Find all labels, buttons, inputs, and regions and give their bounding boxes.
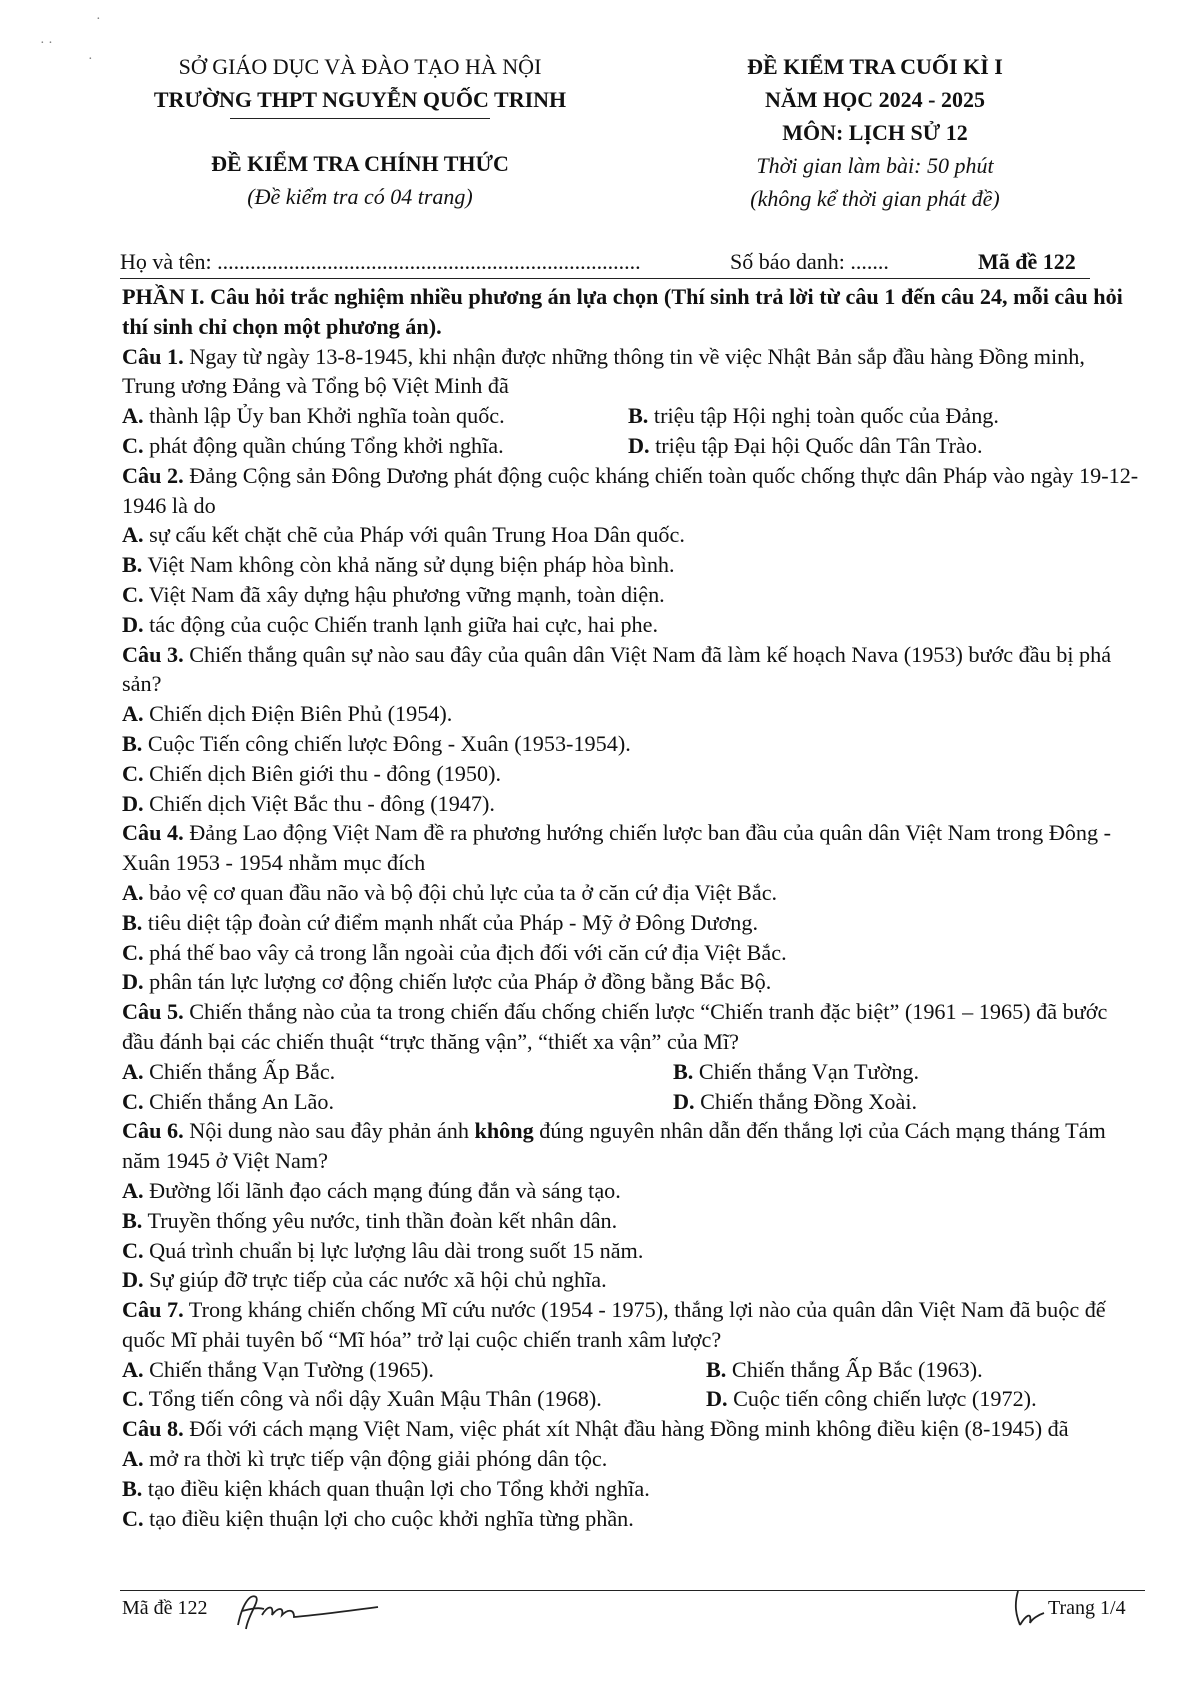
question-text: Chiến thắng quân sự nào sau đây của quân dân Việt Nam đã làm kế hoạch Nava (1953) bước đầu bị phá sản? [122, 641, 1112, 697]
question-label: Câu 6. [122, 1118, 184, 1144]
option-text: Đường lối lãnh đạo cách mạng đúng đắn và sáng tạo. [143, 1177, 621, 1203]
option-b[interactable] [706, 1355, 983, 1385]
option-text: tiêu diệt tập đoàn cứ điểm mạnh nhất của Pháp - Mỹ ở Đông Dương. [142, 909, 758, 935]
option-text: Quá trình chuẩn bị lực lượng lâu dài trong suốt 15 năm. [143, 1237, 644, 1263]
option-c[interactable] [122, 431, 628, 461]
option-label: B. [122, 909, 143, 935]
signature-right-icon [1010, 1585, 1050, 1633]
option-c[interactable] [122, 1087, 673, 1117]
header-left [130, 50, 590, 213]
option-b[interactable] [122, 729, 1142, 759]
option-label: B. [673, 1058, 694, 1084]
page-number: Trang 1/4 [1048, 1597, 1126, 1619]
student-name-field[interactable]: Họ và tên: ............................................................................. [120, 249, 641, 274]
option-label: B. [628, 403, 649, 429]
option-c[interactable] [122, 1384, 706, 1414]
option-text: mở ra thời kì trực tiếp vận động giải phóng dân tộc. [143, 1446, 608, 1472]
option-text: bảo vệ cơ quan đầu não và bộ đội chủ lực của ta ở căn cứ địa Việt Bắc. [143, 879, 778, 905]
option-label: D. [706, 1386, 728, 1412]
school-name: TRƯỜNG THPT NGUYỄN QUỐC TRINH [153, 87, 567, 112]
option-text: Sự giúp đỡ trực tiếp của các nước xã hội chủ nghĩa. [143, 1267, 607, 1293]
option-text: triệu tập Hội nghị toàn quốc của Đảng. [648, 403, 999, 429]
option-text: phá thế bao vây cả trong lẫn ngoài của địch đối với căn cứ địa Việt Bắc. [143, 939, 787, 965]
option-b[interactable] [673, 1057, 919, 1087]
option-text: Cuộc Tiến công chiến lược Đông - Xuân (1953-1954). [142, 730, 631, 756]
option-label: C. [122, 760, 144, 786]
option-text: Chiến dịch Điện Biên Phủ (1954). [143, 701, 453, 727]
option-text: phát động quần chúng Tổng khởi nghĩa. [143, 432, 504, 458]
option-label: D. [122, 1267, 144, 1293]
option-label: D. [122, 611, 144, 637]
school-underline [230, 118, 490, 119]
option-label: A. [122, 522, 144, 548]
info-divider [120, 278, 1090, 279]
question-4 [122, 818, 1142, 878]
option-label: C. [122, 1505, 144, 1531]
option-label: D. [122, 790, 144, 816]
option-label: C. [122, 1088, 144, 1114]
question-text: đúng nguyên nhân dẫn đến thắng lợi của Cách mạng tháng Tám năm 1945 ở Việt Nam? [122, 1118, 1106, 1174]
option-label: A. [122, 403, 144, 429]
time-note: (không kể thời gian phát đề) [750, 186, 1000, 211]
option-label: A. [122, 1058, 144, 1084]
question-label: Câu 5. [122, 999, 184, 1025]
option-text: Chiến thắng Ấp Bắc. [143, 1058, 336, 1084]
option-label: C. [122, 581, 144, 607]
option-label: A. [122, 879, 144, 905]
options-row [122, 401, 1142, 431]
option-a[interactable] [122, 1057, 673, 1087]
question-emphasis: không [474, 1118, 534, 1144]
subject: MÔN: LỊCH SỬ 12 [782, 120, 968, 145]
option-label: D. [628, 432, 650, 458]
option-label: B. [706, 1356, 727, 1382]
official-exam-label: ĐỀ KIỂM TRA CHÍNH THỨC [211, 151, 509, 176]
option-text: Chiến thắng Ấp Bắc (1963). [726, 1356, 983, 1382]
option-b[interactable] [122, 1206, 1142, 1236]
question-text: Ngay từ ngày 13-8-1945, khi nhận được những thông tin về việc Nhật Bản sắp đầu hàng Đồng minh, Trung ương Đảng và Tổng bộ Việt Minh đã [122, 343, 1085, 399]
option-label: A. [122, 1356, 144, 1382]
option-text: Việt Nam không còn khả năng sử dụng biện pháp hòa bình. [142, 552, 675, 578]
option-a[interactable] [122, 699, 1142, 729]
option-d[interactable] [122, 967, 1142, 997]
option-a[interactable] [122, 1176, 1142, 1206]
option-a[interactable] [122, 401, 628, 431]
exam-content [122, 282, 1142, 1533]
option-label: A. [122, 701, 144, 727]
option-d[interactable] [673, 1087, 917, 1117]
options-row [122, 1057, 1142, 1087]
options-row [122, 431, 1142, 461]
option-text: Việt Nam đã xây dựng hậu phương vững mạnh, toàn diện. [143, 581, 665, 607]
option-c[interactable] [122, 938, 1142, 968]
option-label: A. [122, 1177, 144, 1203]
scan-speck: · · [40, 36, 53, 51]
question-label: Câu 7. [122, 1297, 184, 1323]
option-label: D. [122, 969, 144, 995]
option-text: tác động của cuộc Chiến tranh lạnh giữa hai cực, hai phe. [143, 611, 659, 637]
option-text: Truyền thống yêu nước, tinh thần đoàn kết nhân dân. [142, 1207, 618, 1233]
question-3 [122, 640, 1142, 700]
option-d[interactable] [122, 1265, 1142, 1295]
option-text: Cuộc tiến công chiến lược (1972). [727, 1386, 1037, 1412]
scan-speck: · [96, 12, 101, 27]
footer-exam-code: Mã đề 122 [122, 1597, 208, 1619]
option-label: D. [673, 1088, 695, 1114]
option-text: sự cấu kết chặt chẽ của Pháp với quân Trung Hoa Dân quốc. [143, 522, 685, 548]
question-6 [122, 1116, 1142, 1176]
option-d[interactable] [122, 610, 1142, 640]
department-name: SỞ GIÁO DỤC VÀ ĐÀO TẠO HÀ NỘI [178, 54, 542, 79]
option-d[interactable] [122, 789, 1142, 819]
candidate-number-field[interactable]: Số báo danh: ....... [730, 249, 889, 274]
question-text: Trong kháng chiến chống Mĩ cứu nước (1954 - 1975), thắng lợi nào của quân dân Việt Nam đã buộc đế quốc Mĩ phải tuyên bố “Mĩ hóa” trở lại cuộc chiến tranh xâm lược? [122, 1297, 1106, 1352]
option-label: B. [122, 552, 143, 578]
option-label: B. [122, 1207, 143, 1233]
option-b[interactable] [122, 908, 1142, 938]
question-text: Đảng Cộng sản Đông Dương phát động cuộc kháng chiến toàn quốc chống thực dân Pháp vào ngày 19-12-1946 là do [122, 462, 1139, 518]
option-text: Tổng tiến công và nổi dậy Xuân Mậu Thân (1968). [143, 1386, 602, 1412]
question-text: Đảng Lao động Việt Nam đề ra phương hướng chiến lược ban đầu của quân dân Việt Nam trong Đông - Xuân 1953 - 1954 nhằm mục đích [122, 820, 1111, 876]
question-5 [122, 997, 1142, 1057]
options-row [122, 1355, 1142, 1385]
option-d[interactable] [628, 431, 983, 461]
header-right [690, 50, 1060, 215]
options-row [122, 1384, 1142, 1414]
option-text: Chiến thắng Vạn Tường. [693, 1058, 920, 1084]
option-text: triệu tập Đại hội Quốc dân Tân Trào. [649, 432, 983, 458]
option-text: Chiến thắng Vạn Tường (1965). [143, 1356, 434, 1382]
signature-left-icon [228, 1585, 388, 1635]
option-a[interactable] [122, 1444, 1142, 1474]
option-label: C. [122, 1237, 144, 1263]
question-text: Chiến thắng nào của ta trong chiến đấu chống chiến lược “Chiến tranh đặc biệt” (1961 – 1965) đã bước đầu đánh bại các chiến thuật “trực thăng vận”, “thiết xa vận” của Mĩ? [122, 999, 1108, 1054]
part-title: PHẦN I. Câu hỏi trắc nghiệm nhiều phương án lựa chọn (Thí sinh trả lời từ câu 1 đến câu 24, mỗi câu hỏi thí sinh chỉ chọn một phương án). [122, 284, 1123, 339]
option-text: Chiến dịch Biên giới thu - đông (1950). [143, 760, 502, 786]
option-c[interactable] [122, 1504, 1142, 1534]
question-2 [122, 461, 1142, 521]
time-limit: Thời gian làm bài: 50 phút [756, 153, 994, 178]
question-text: Nội dung nào sau đây phản ánh [183, 1118, 475, 1144]
option-b[interactable] [628, 401, 999, 431]
option-c[interactable] [122, 759, 1142, 789]
option-text: tạo điều kiện khách quan thuận lợi cho Tổng khởi nghĩa. [142, 1475, 650, 1501]
question-text: Đối với cách mạng Việt Nam, việc phát xít Nhật đầu hàng Đồng minh không điều kiện (8-1945) đã [183, 1416, 1069, 1442]
option-a[interactable] [122, 520, 1142, 550]
options-row [122, 1087, 1142, 1117]
school-year: NĂM HỌC 2024 - 2025 [765, 87, 985, 112]
option-text: phân tán lực lượng cơ động chiến lược của Pháp ở đồng bằng Bắc Bộ. [143, 969, 772, 995]
option-d[interactable] [706, 1384, 1037, 1414]
option-label: B. [122, 1475, 143, 1501]
option-c[interactable] [122, 580, 1142, 610]
option-label: A. [122, 1446, 144, 1472]
option-label: B. [122, 730, 143, 756]
option-c[interactable] [122, 1236, 1142, 1266]
question-label: Câu 8. [122, 1416, 184, 1442]
exam-code: Mã đề 122 [978, 249, 1076, 274]
option-text: Chiến thắng Đồng Xoài. [694, 1088, 918, 1114]
question-7 [122, 1295, 1142, 1355]
option-label: C. [122, 432, 144, 458]
option-text: Chiến thắng An Lão. [143, 1088, 334, 1114]
option-b[interactable] [122, 1474, 1142, 1504]
question-label: Câu 4. [122, 820, 184, 846]
pages-note: (Đề kiểm tra có 04 trang) [247, 184, 473, 209]
question-label: Câu 1. [122, 343, 184, 369]
scan-speck: · [88, 52, 93, 67]
option-text: Chiến dịch Việt Bắc thu - đông (1947). [143, 790, 495, 816]
option-text: tạo điều kiện thuận lợi cho cuộc khởi nghĩa từng phần. [143, 1505, 634, 1531]
option-label: C. [122, 1386, 144, 1412]
question-1 [122, 342, 1142, 402]
option-text: thành lập Ủy ban Khởi nghĩa toàn quốc. [143, 403, 505, 429]
question-8 [122, 1414, 1142, 1444]
question-label: Câu 3. [122, 641, 184, 667]
option-b[interactable] [122, 550, 1142, 580]
option-a[interactable] [122, 878, 1142, 908]
question-label: Câu 2. [122, 462, 184, 488]
exam-title: ĐỀ KIỂM TRA CUỐI KÌ I [747, 54, 1003, 79]
option-label: C. [122, 939, 144, 965]
option-a[interactable] [122, 1355, 706, 1385]
